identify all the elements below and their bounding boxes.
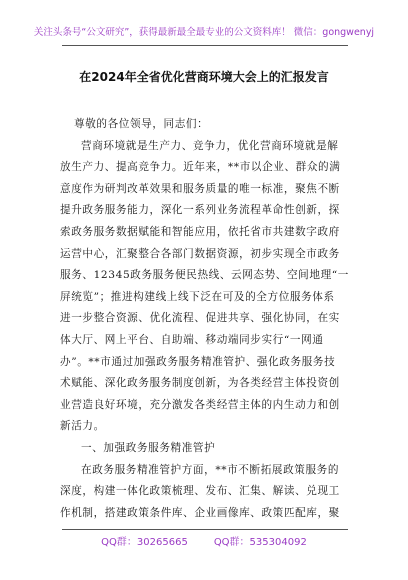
paragraph-line: 营商环境就是生产力、竞争力，优化营商环境就是解 (81, 139, 339, 152)
paragraph-line: 服务、12345政务服务便民热线、云网态势、空间地理“一 (60, 269, 349, 282)
paragraph-line: 新活力。 (60, 420, 105, 433)
paragraph-line: 进一步整合资源、优化流程、促进共享、强化协同，在实 (60, 312, 340, 325)
document-title: 在2024年全省优化营商环境大会上的汇报发言 (79, 70, 329, 84)
header-divider (62, 45, 348, 46)
footer-qq-group-2: QQ群：535304092 (213, 537, 307, 548)
paragraph-line: 作机制，搭建政策条件库、企业画像库、政策匹配库，聚 (60, 506, 340, 519)
paragraph-line: 深度，构建一体化政策梳理、发布、汇集、解读、兑现工 (60, 485, 340, 498)
paragraph-line: 意度作为研判改革效果和服务质量的唯一标准，聚焦不断 (60, 182, 340, 195)
footer-divider (62, 529, 348, 530)
paragraph-line: 体大厅、网上平台、自助端、移动端同步实行“一网通 (60, 333, 324, 346)
paragraph-line: 在政务服务精准管护方面，**市不断拓展政策服务的 (81, 463, 340, 476)
paragraph-line: 业营造良好环境，充分激发各类经营主体的内生动力和创 (60, 398, 340, 411)
paragraph-line: 放生产力、提高竞争力。近年来，**市以企业、群众的满 (60, 161, 341, 174)
paragraph-line: 办”。**市通过加强政务服务精准管护、强化政务服务技 (60, 355, 336, 368)
paragraph-line: 运营中心，汇聚整合各部门数据资源，初步实现全市政务 (60, 247, 340, 260)
paragraph-line: 术赋能、深化政务服务制度创新，为各类经营主体投资创 (60, 377, 340, 390)
paragraph-line: 索政务服务数据赋能和智能应用，依托省市共建数字政府 (60, 225, 340, 238)
header-banner: 关注头条号“公文研究”，获得最新最全最专业的公文资料库！ 微信：gongwenyj (33, 27, 375, 38)
document-body (60, 114, 352, 524)
paragraph-line: 屏统览”；推进构建线上线下泛在可及的全方位服务体系 (60, 290, 335, 303)
footer (0, 533, 408, 548)
footer-qq-group-1: QQ群：30265665 (101, 537, 188, 548)
salutation: 尊敬的各位领导，同志们： (74, 118, 209, 130)
section-heading: 一、加强政务服务精准管护 (81, 441, 216, 454)
paragraph-line: 提升政务服务能力，深化一系列业务流程革命性创新，探 (60, 204, 340, 217)
